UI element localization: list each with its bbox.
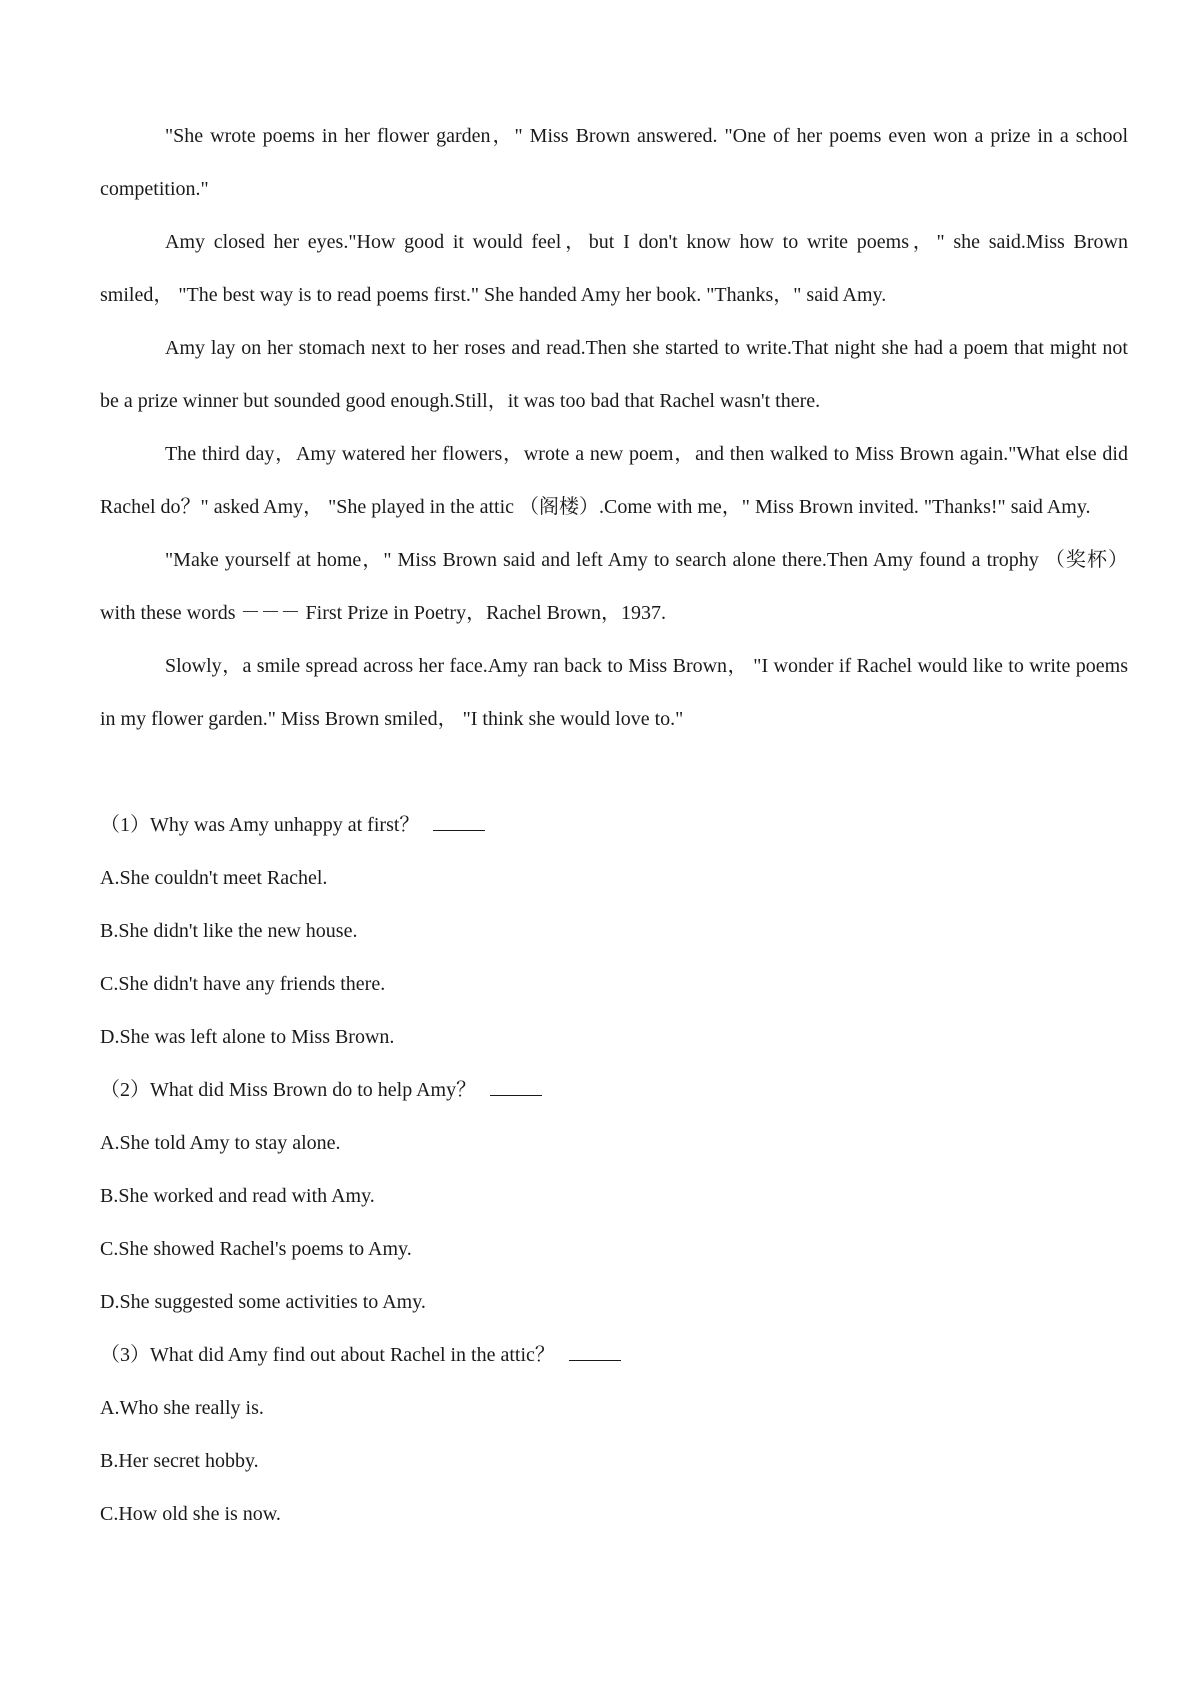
question-text: （2）What did Miss Brown do to help Amy？ — [100, 1079, 477, 1101]
question-text: （3）What did Amy find out about Rachel in the attic？ — [100, 1344, 555, 1366]
answer-option: D.She was left alone to Miss Brown. — [100, 1026, 395, 1048]
story-paragraph: "Make yourself at home，" Miss Brown said and left Amy to search alone there.Then Amy found a trophy （奖杯） with these words －－－ First Prize in Poetry，Rachel Brown，1937. — [100, 549, 1128, 624]
story-paragraph: Slowly，a smile spread across her face.Amy ran back to Miss Brown， "I wonder if Rachel would like to write poems in my flower garden." Miss Brown smiled， "I think she would love to." — [100, 655, 1128, 730]
question-block — [100, 1064, 1128, 1329]
story-paragraph: The third day，Amy watered her flowers，wrote a new poem，and then walked to Miss Brown again."What else did Rachel do？" asked Amy， "She played in the attic （阁楼）.Come with me，" Miss Brown invited. "Thanks!" said Amy. — [100, 443, 1128, 518]
story-paragraph: Amy closed her eyes."How good it would feel，but I don't know how to write poems，" she said.Miss Brown smiled， "The best way is to read poems first." She handed Amy her book. "Thanks，" said Amy. — [100, 231, 1128, 306]
answer-option: C.How old she is now. — [100, 1503, 281, 1525]
answer-option: A.Who she really is. — [100, 1397, 264, 1419]
answer-option: B.She didn't like the new house. — [100, 920, 358, 942]
answer-option: C.She didn't have any friends there. — [100, 973, 386, 995]
section-gap — [100, 746, 1128, 799]
answer-option: C.She showed Rachel's poems to Amy. — [100, 1238, 412, 1260]
question-block — [100, 1329, 1128, 1541]
answer-option: A.She told Amy to stay alone. — [100, 1132, 341, 1154]
question-prompt — [100, 799, 1128, 852]
question-prompt — [100, 1064, 1128, 1117]
answer-option: A.She couldn't meet Rachel. — [100, 867, 328, 889]
answer-option: B.Her secret hobby. — [100, 1450, 259, 1472]
document-content — [100, 110, 1128, 1541]
question-block — [100, 799, 1128, 1064]
story-paragraph: Amy lay on her stomach next to her roses and read.Then she started to write.That night she had a poem that might not be a prize winner but sounded good enough.Still，it was too bad that Rachel wasn't there. — [100, 337, 1128, 412]
question-text: （1）Why was Amy unhappy at first？ — [100, 814, 420, 836]
answer-blank[interactable] — [433, 830, 485, 831]
question-prompt — [100, 1329, 1128, 1382]
answer-blank[interactable] — [490, 1095, 542, 1096]
story-paragraph: "She wrote poems in her flower garden，" Miss Brown answered. "One of her poems even won a prize in a school competition." — [100, 125, 1128, 200]
answer-option: D.She suggested some activities to Amy. — [100, 1291, 426, 1313]
answer-option: B.She worked and read with Amy. — [100, 1185, 375, 1207]
answer-blank[interactable] — [569, 1360, 621, 1361]
